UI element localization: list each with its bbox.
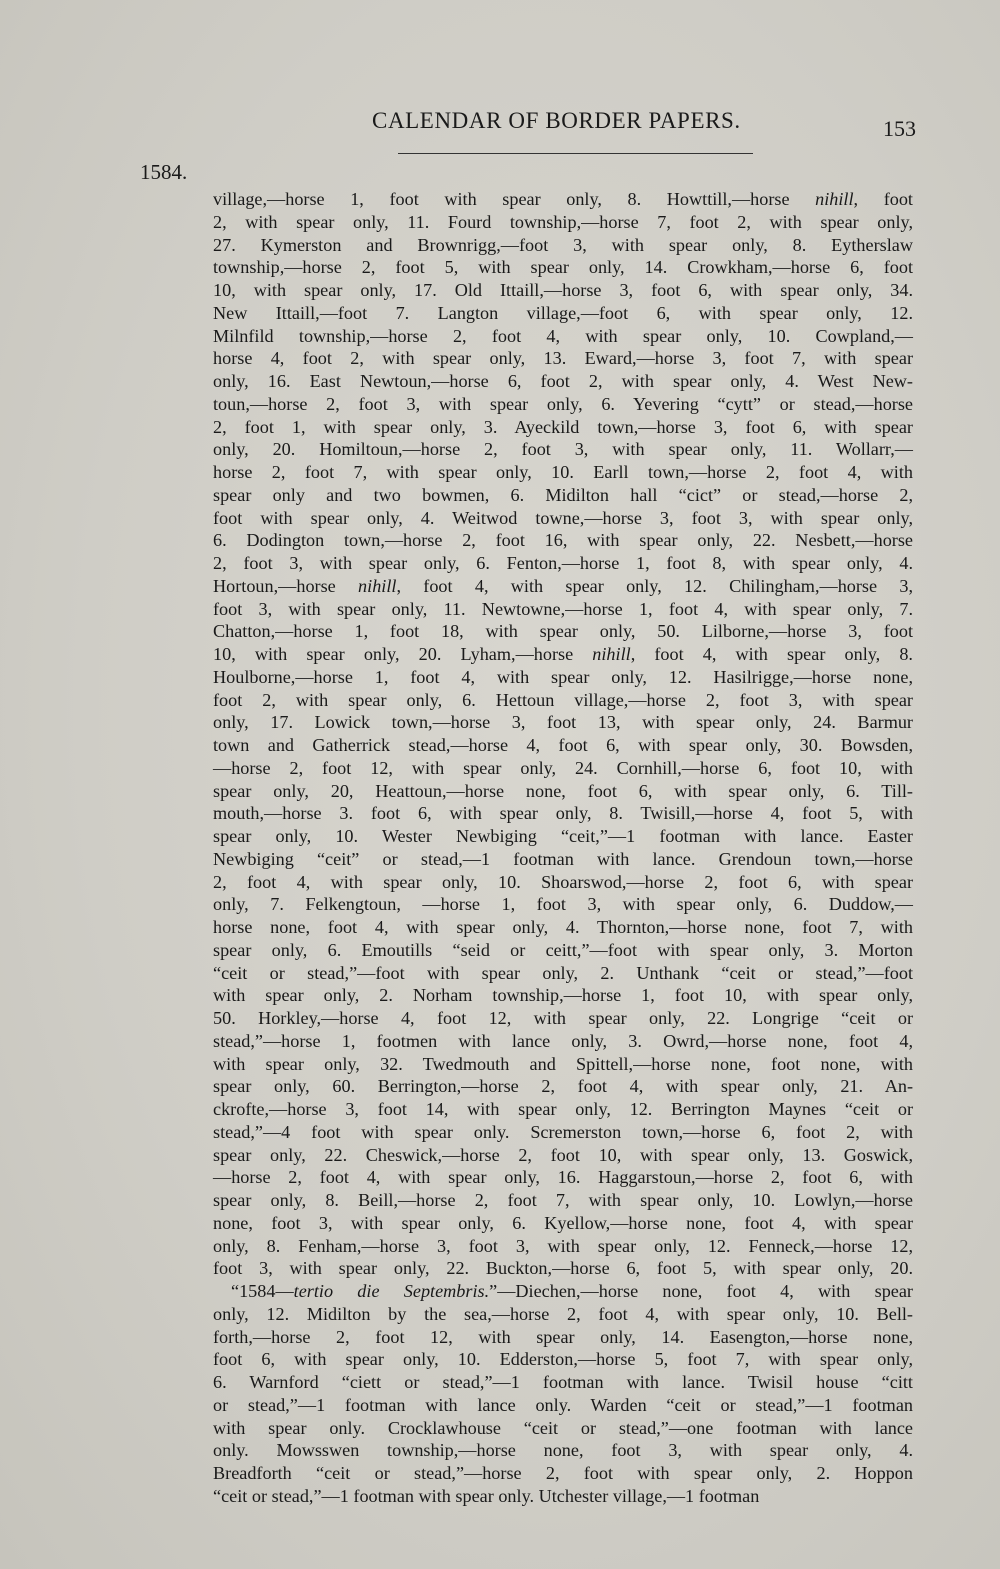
text-line: 50. Horkley,—horse 4, foot 12, with spear only, 22. Longrige “ceit or: [213, 1008, 913, 1028]
text-line: New Ittaill,—foot 7. Langton village,—foot 6, with spear only, 12.: [213, 302, 913, 323]
page-number: 153: [883, 116, 916, 141]
text-line: 6. Warnford “ciett or stead,”—1 footman with lance. Twisil house “citt: [213, 1372, 913, 1392]
text-line: ckrofte,—horse 3, foot 14, with spear only, 12. Berrington Maynes “ceit or: [213, 1099, 913, 1119]
text-line: or stead,”—1 footman with lance only. Warden “ceit or stead,”—1 footman: [213, 1394, 913, 1415]
text-line: stead,”—horse 1, footmen with lance only, 3. Owrd,—horse none, foot 4,: [213, 1030, 913, 1051]
text-line: only. Mowsswen township,—horse none, foot 3, with spear only, 4.: [213, 1440, 913, 1461]
text-line: only, 7. Felkengtoun, —horse 1, foot 3, with spear only, 6. Duddow,—: [213, 894, 913, 915]
text-line: foot 3, with spear only, 11. Newtowne,—horse 1, foot 4, with spear only, 7.: [213, 598, 913, 619]
text-line: 27. Kymerston and Brownrigg,—foot 3, with spear only, 8. Eytherslaw: [213, 234, 913, 255]
title-rule: [398, 153, 753, 154]
text-line: —horse 2, foot 4, with spear only, 16. Haggarstoun,—horse 2, foot 6, with: [213, 1167, 913, 1188]
text-line: only, 16. East Newtoun,—horse 6, foot 2, with spear only, 4. West New-: [213, 371, 913, 391]
text-line: 2, foot 1, with spear only, 3. Ayeckild town,—horse 3, foot 6, with spear: [213, 416, 913, 437]
text-line: spear only, 20, Heattoun,—horse none, foot 6, with spear only, 6. Till-: [213, 780, 913, 801]
text-line: only, 20. Homiltoun,—horse 2, foot 3, with spear only, 11. Wollarr,—: [213, 439, 913, 460]
text-line: horse 2, foot 7, with spear only, 10. Earll town,—horse 2, foot 4, with: [213, 462, 913, 482]
text-line: foot with spear only, 4. Weitwod towne,—horse 3, foot 3, with spear only,: [213, 507, 913, 528]
text-line: Milnfild township,—horse 2, foot 4, with spear only, 10. Cowpland,—: [213, 325, 913, 346]
text-line: “1584—tertio die Septembris.”—Diechen,—horse none, foot 4, with spear: [231, 1281, 913, 1301]
text-line: only, 17. Lowick town,—horse 3, foot 13, with spear only, 24. Barmur: [213, 712, 913, 733]
italic-term: tertio die Septembris.: [293, 1281, 490, 1301]
text-line: with spear only, 2. Norham township,—horse 1, foot 10, with spear only,: [213, 985, 913, 1006]
italic-term: nihill: [592, 644, 631, 664]
text-line: spear only, 6. Emoutills “seid or ceitt,”—foot with spear only, 3. Morton: [213, 939, 913, 960]
text-line: 2, with spear only, 11. Fourd township,—horse 7, foot 2, with spear only,: [213, 211, 913, 232]
text-line: spear only, 8. Beill,—horse 2, foot 7, with spear only, 10. Lowlyn,—horse: [213, 1190, 913, 1210]
text-line: spear only, 10. Wester Newbiging “ceit,”—1 footman with lance. Easter: [213, 826, 913, 846]
text-line: Houlborne,—horse 1, foot 4, with spear only, 12. Hasilrigge,—horse none,: [213, 666, 913, 687]
text-line: only, 8. Fenham,—horse 3, foot 3, with spear only, 12. Fenneck,—horse 12,: [213, 1235, 913, 1256]
text-line: foot 2, with spear only, 6. Hettoun village,—horse 2, foot 3, with spear: [213, 689, 913, 710]
text-line: with spear only. Crocklawhouse “ceit or stead,”—one footman with lance: [213, 1417, 913, 1438]
italic-term: nihill: [358, 575, 397, 596]
text-line: “ceit or stead,”—1 footman with spear only. Utchester village,—1 footman: [213, 1485, 760, 1506]
text-line: town and Gatherrick stead,—horse 4, foot 6, with spear only, 30. Bowsden,: [213, 735, 913, 755]
text-line: with spear only, 32. Twedmouth and Spittell,—horse none, foot none, with: [213, 1053, 913, 1074]
text-line: foot 3, with spear only, 22. Buckton,—horse 6, foot 5, with spear only, 20.: [213, 1258, 913, 1279]
text-line: spear only and two bowmen, 6. Midilton hall “cict” or stead,—horse 2,: [213, 484, 913, 505]
text-line: foot 6, with spear only, 10. Edderston,—horse 5, foot 7, with spear only,: [213, 1349, 913, 1370]
text-line: village,—horse 1, foot with spear only, 8. Howttill,—horse nihill, foot: [213, 189, 913, 209]
text-line: Chatton,—horse 1, foot 18, with spear only, 50. Lilborne,—horse 3, foot: [213, 621, 913, 642]
margin-year: 1584.: [140, 160, 188, 184]
text-line: mouth,—horse 3. foot 6, with spear only, 8. Twisill,—horse 4, foot 5, with: [213, 803, 913, 824]
text-line: stead,”—4 foot with spear only. Scremerston town,—horse 6, foot 2, with: [213, 1121, 913, 1142]
text-line: Newbiging “ceit” or stead,—1 footman with lance. Grendoun town,—horse: [213, 848, 913, 869]
text-line: only, 12. Midilton by the sea,—horse 2, foot 4, with spear only, 10. Bell-: [213, 1303, 913, 1324]
text-line: 2, foot 4, with spear only, 10. Shoarswod,—horse 2, foot 6, with spear: [213, 871, 913, 892]
text-line: Breadforth “ceit or stead,”—horse 2, foot with spear only, 2. Hoppon: [213, 1463, 913, 1483]
text-line: 10, with spear only, 17. Old Ittaill,—horse 3, foot 6, with spear only, 34.: [213, 280, 913, 300]
text-line: horse none, foot 4, with spear only, 4. Thornton,—horse none, foot 7, with: [213, 917, 913, 937]
text-line: “ceit or stead,”—foot with spear only, 2. Unthank “ceit or stead,”—foot: [213, 962, 913, 983]
text-line: toun,—horse 2, foot 3, with spear only, 6. Yevering “cytt” or stead,—horse: [213, 393, 913, 414]
text-line: —horse 2, foot 12, with spear only, 24. Cornhill,—horse 6, foot 10, with: [213, 757, 913, 778]
italic-term: nihill: [815, 189, 854, 209]
text-line: 10, with spear only, 20. Lyham,—horse nihill, foot 4, with spear only, 8.: [213, 644, 913, 664]
text-line: horse 4, foot 2, with spear only, 13. Eward,—horse 3, foot 7, with spear: [213, 348, 913, 369]
text-line: spear only, 60. Berrington,—horse 2, foot 4, with spear only, 21. An-: [213, 1076, 913, 1097]
text-line: spear only, 22. Cheswick,—horse 2, foot 10, with spear only, 13. Goswick,: [213, 1144, 913, 1165]
text-line: forth,—horse 2, foot 12, with spear only, 14. Easengton,—horse none,: [213, 1326, 913, 1347]
text-line: none, foot 3, with spear only, 6. Kyellow,—horse none, foot 4, with spear: [213, 1212, 913, 1233]
text-line: Hortoun,—horse nihill, foot 4, with spear only, 12. Chilingham,—horse 3,: [213, 575, 914, 596]
body-text: [213, 188, 913, 1508]
running-title: CALENDAR OF BORDER PAPERS.: [372, 108, 741, 133]
text-line: 2, foot 3, with spear only, 6. Fenton,—horse 1, foot 8, with spear only, 4.: [213, 553, 913, 573]
text-line: township,—horse 2, foot 5, with spear only, 14. Crowkham,—horse 6, foot: [213, 257, 913, 278]
text-line: 6. Dodington town,—horse 2, foot 16, with spear only, 22. Nesbett,—horse: [213, 530, 913, 551]
